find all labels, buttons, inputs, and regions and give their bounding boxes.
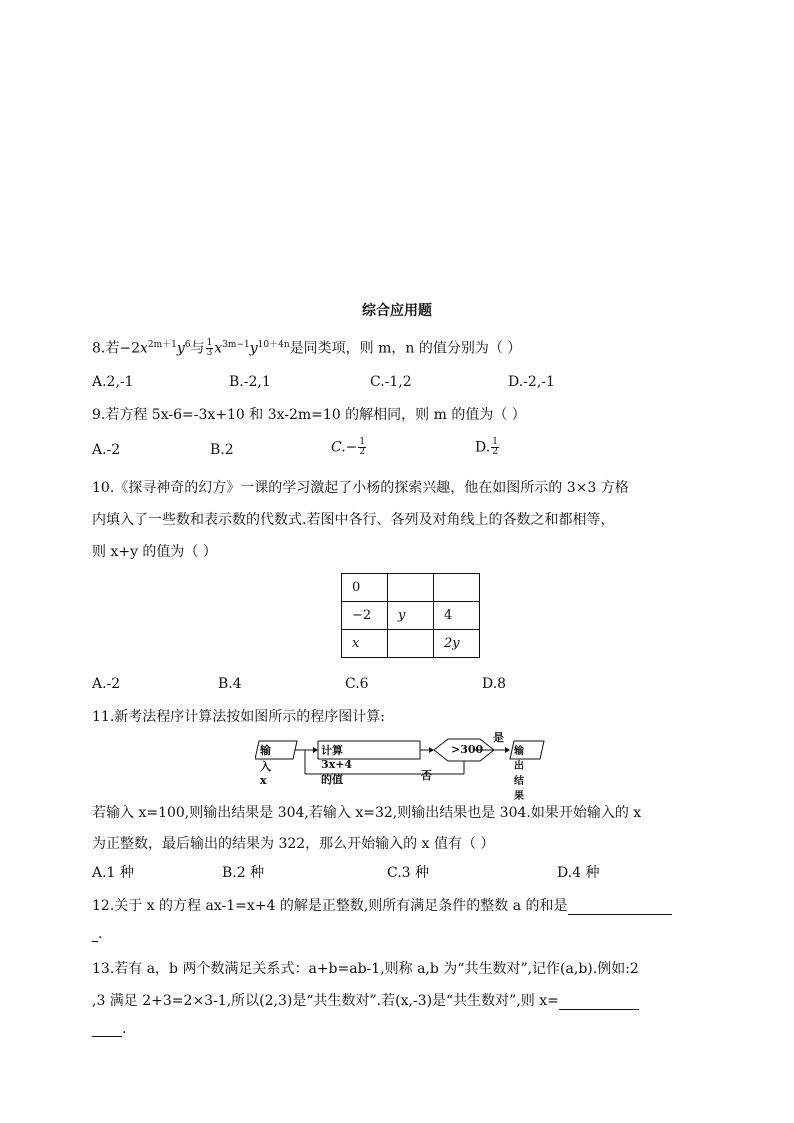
- grid-cell: x: [342, 630, 388, 658]
- question-11-line-1: 若输入 x=100,则输出结果是 304,若输入 x=32,则输出结果也是 304.如果开始输入的 x: [92, 805, 642, 821]
- q9-option-d: D. $\frac{1}{2}$: [475, 437, 498, 457]
- flow-output-label: 输出结果: [514, 746, 524, 802]
- grid-row: [342, 630, 480, 658]
- grid-cell: 2y: [434, 630, 480, 658]
- grid-cell: 4: [434, 602, 480, 630]
- q11-option-c: C.3 种: [387, 865, 430, 881]
- question-9-stem: 9.若方程 5x-6=-3x+10 和 3x-2m=10 的解相同，则 m 的值为（ ）: [92, 407, 526, 423]
- flow-no-label: 否: [421, 769, 432, 782]
- question-13-line-3: .: [92, 1021, 126, 1037]
- q9-option-c: C.− $\frac{1}{2}$: [331, 437, 366, 457]
- flow-input-label: 输入x: [260, 744, 271, 787]
- answer-blank-continuation[interactable]: [92, 1022, 122, 1037]
- flow-compute-label: 计算3x+4的值: [321, 744, 353, 786]
- fraction-one-half: $\frac{1}{2}$: [359, 437, 366, 457]
- q10-option-c: C.6: [345, 676, 369, 692]
- grid-cell: [388, 630, 434, 658]
- grid-row: [342, 574, 480, 602]
- question-10-line-2: 内填入了一些数和表示数的代数式.若图中各行、各列及对角线上的各数之和都相等，: [92, 512, 615, 528]
- q8-option-b: B.-2,1: [229, 374, 271, 390]
- question-12-line-2: .: [92, 926, 102, 942]
- q8-option-c: C.-1,2: [370, 374, 412, 390]
- q11-option-a: A.1 种: [92, 865, 134, 881]
- grid-row: [342, 602, 480, 630]
- q11-option-b: B.2 种: [222, 865, 265, 881]
- fraction-one-third: $\frac{1}{3}$: [206, 338, 213, 359]
- question-13-line-1: 13.若有 a，b 两个数满足关系式：a+b=ab-1,则称 a,b 为“共生数对”,记作(a,b).例如:2: [92, 961, 639, 977]
- q10-option-d: D.8: [482, 676, 507, 692]
- magic-square-grid: [341, 573, 480, 658]
- grid-cell: [434, 574, 480, 602]
- flow-yes-label: 是: [493, 731, 504, 744]
- question-11-line-2: 为正整数，最后输出的结果为 322，那么开始输入的 x 值有（ ）: [92, 836, 495, 852]
- question-12-line-1: 12.关于 x 的方程 ax-1=x+4 的解是正整数,则所有满足条件的整数 a 的和是: [92, 895, 672, 915]
- q10-option-a: A.-2: [92, 676, 121, 692]
- answer-blank[interactable]: [568, 900, 672, 915]
- question-13-line-2: ,3 满足 2+3=2×3-1,所以(2,3)是“共生数对”.若(x,-3)是“共生数对”,则 x=: [92, 990, 639, 1010]
- question-10-line-1: 10.《探寻神奇的幻方》一课的学习激起了小杨的探索兴趣，他在如图所示的 3×3 方格: [92, 480, 629, 496]
- flow-condition-label: >300: [451, 743, 484, 756]
- question-10-line-3: 则 x+y 的值为（ ）: [92, 544, 217, 560]
- section-title: 综合应用题: [362, 303, 432, 319]
- fraction-one-half: $\frac{1}{2}$: [492, 437, 498, 457]
- q8-option-a: A.2,-1: [92, 374, 134, 390]
- flowchart-arrows: [255, 738, 555, 784]
- grid-cell: 0: [342, 574, 388, 602]
- answer-blank[interactable]: [559, 995, 639, 1010]
- q9-option-a: A.-2: [92, 442, 121, 458]
- grid-cell: y: [388, 602, 434, 630]
- q9-option-b: B.2: [210, 442, 234, 458]
- grid-cell: −2: [342, 602, 388, 630]
- q11-option-d: D.4 种: [557, 865, 600, 881]
- grid-cell: [388, 574, 434, 602]
- question-11-stem: 11.新考法程序计算法按如图所示的程序图计算:: [92, 709, 385, 725]
- q8-option-d: D.-2,-1: [508, 374, 555, 390]
- question-8-stem: 8.若$-2x^{2m+1}y^6$与 $\frac{1}{3}$ $x^{3m-1}y^{10+4n}$是同类项，则 m，n 的值分别为（ ）: [92, 338, 522, 359]
- q10-option-b: B.4: [218, 676, 242, 692]
